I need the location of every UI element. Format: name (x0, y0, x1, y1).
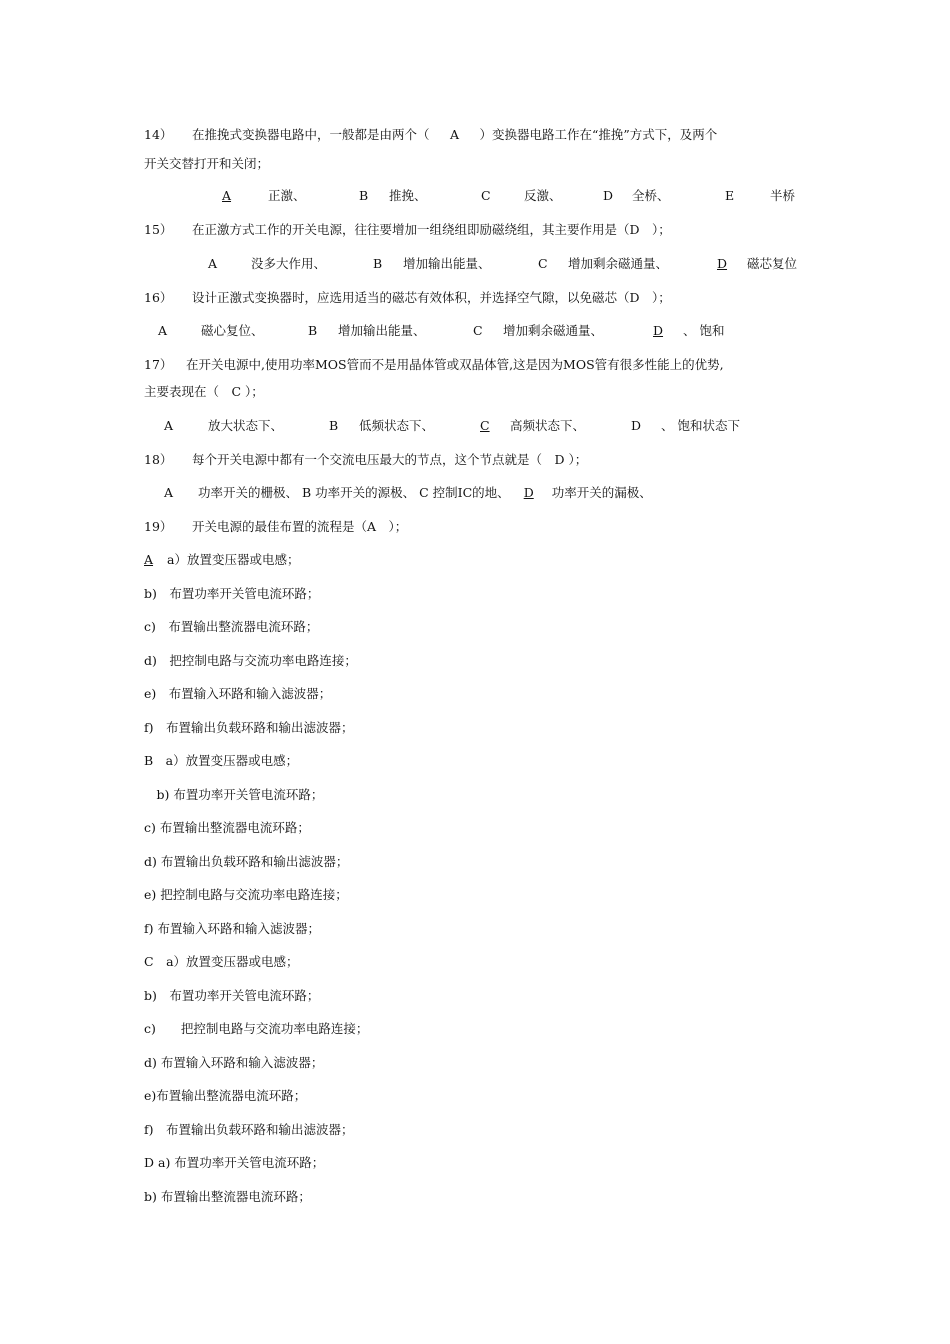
question-number: 19） (144, 519, 173, 534)
option-key: D (631, 418, 642, 433)
answer-line: b) 布置功率开关管电流环路； (144, 787, 324, 802)
option-key: D (603, 188, 614, 203)
answer-line: c) 把控制电路与交流功率电路连接； (144, 1021, 369, 1036)
option-text: 没多大作用、 (251, 256, 327, 271)
option-key: D (523, 485, 534, 500)
question-17: 17） 在开关电源中,使用功率MOS管而不是用晶体管或双晶体管,这是因为MOS管有很多性能上的优势, (144, 355, 810, 375)
option-key: C (481, 188, 491, 203)
answer-line: d) 把控制电路与交流功率电路连接； (144, 653, 357, 668)
question-14: 14） 在推挽式变换器电路中，一般都是由两个（ A ）变换器电路工作在“推挽”方式下，及两个 (144, 125, 810, 145)
question-number: 17） (144, 357, 173, 372)
question-17-cont: 主要表现在（ C ）； (144, 384, 264, 399)
answer-line: f) 布置输出负载环路和输出滤波器； (144, 1122, 354, 1137)
option-text: 增加剩余磁通量、 (568, 256, 669, 271)
option-key: C (480, 418, 490, 433)
option-text: 低频状态下、 (359, 418, 435, 433)
option-text: 放大状态下、 (208, 418, 284, 433)
question-14-cont: 开关交替打开和关闭； (144, 156, 270, 171)
answer-line: b) 布置功率开关管电流环路； (144, 988, 320, 1003)
option-key: D (653, 323, 664, 338)
option-key: A (208, 256, 218, 271)
option-text: 全桥、 (632, 188, 670, 203)
answer-line: f) 布置输入环路和输入滤波器； (144, 921, 320, 936)
option-text: 增加剩余磁通量、 (503, 323, 604, 338)
question-number: 16） (144, 290, 173, 305)
answer-line: d) 布置输出负载环路和输出滤波器； (144, 854, 349, 869)
option-text: 、 饱和 (683, 323, 725, 338)
option-text: 推挽、 (389, 188, 427, 203)
option-key: A (164, 418, 174, 433)
option-key: D (717, 256, 728, 271)
option-key: A (144, 552, 154, 567)
answer-blank: A (450, 127, 460, 142)
option-text: 磁芯复位 (747, 256, 798, 271)
answer-line: e) 布置输入环路和输入滤波器； (144, 686, 332, 701)
option-key: C (473, 323, 483, 338)
answer-line: b) 布置功率开关管电流环路； (144, 586, 320, 601)
question-18-options: A 功率开关的栅极、 B 功率开关的源极、 C 控制IC的地、 D 功率开关的漏极、 (164, 485, 652, 500)
option-text: 、 饱和状态下 (661, 418, 740, 433)
answer-line: B a）放置变压器或电感； (144, 753, 299, 768)
option-key: B (308, 323, 318, 338)
option-text: 高频状态下、 (510, 418, 586, 433)
option-text: 正激、 (268, 188, 306, 203)
answer-line: b) 布置输出整流器电流环路； (144, 1189, 311, 1204)
question-number: 15） (144, 222, 173, 237)
question-number: 14） (144, 127, 173, 142)
answer-line: A a）放置变压器或电感； (144, 552, 300, 567)
option-text: 反激、 (524, 188, 562, 203)
option-key: C (538, 256, 548, 271)
option-text: 半桥 (770, 188, 796, 203)
option-text: 增加输出能量、 (338, 323, 426, 338)
answer-line: e)布置输出整流器电流环路； (144, 1088, 307, 1103)
question-16: 16） 设计正激式变换器时，应选用适当的磁芯有效体积，并选择空气隙，以免磁芯（D ）； (144, 288, 810, 308)
option-key: A (158, 323, 168, 338)
answer-line: f) 布置输出负载环路和输出滤波器； (144, 720, 354, 735)
option-key: B (373, 256, 383, 271)
option-text: 磁心复位、 (201, 323, 264, 338)
answer-line: e) 把控制电路与交流功率电路连接； (144, 887, 348, 902)
option-key: A (222, 188, 232, 203)
question-19: 19） 开关电源的最佳布置的流程是（A ）； (144, 517, 810, 537)
option-key: E (725, 188, 735, 203)
answer-line: d) 布置输入环路和输入滤波器； (144, 1055, 324, 1070)
question-number: 18） (144, 452, 173, 467)
question-18: 18） 每个开关电源中都有一个交流电压最大的节点，这个节点就是（ D ）； (144, 450, 810, 470)
answer-line: c) 布置输出整流器电流环路； (144, 820, 310, 835)
option-text: 增加输出能量、 (403, 256, 491, 271)
answer-line: C a）放置变压器或电感； (144, 954, 299, 969)
question-15: 15） 在正激方式工作的开关电源，往往要增加一组绕组即励磁绕组，其主要作用是（D ）； (144, 220, 810, 240)
option-key: B (359, 188, 369, 203)
answer-line: D a) 布置功率开关管电流环路； (144, 1155, 325, 1170)
option-key: B (329, 418, 339, 433)
answer-line: c) 布置输出整流器电流环路； (144, 619, 319, 634)
